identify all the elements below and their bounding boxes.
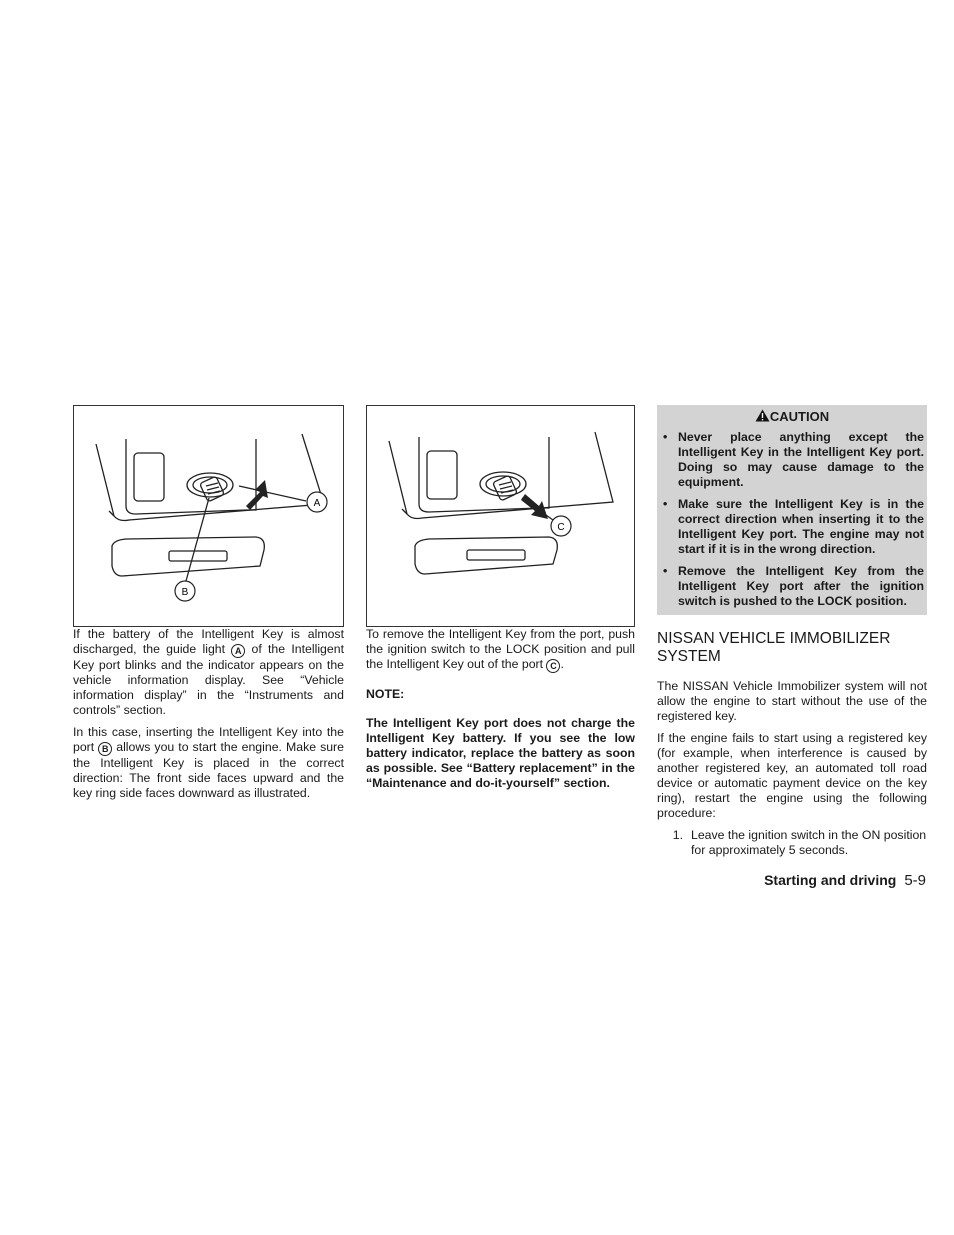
callout-marker-b: B — [98, 742, 112, 756]
column-middle — [366, 405, 635, 798]
figure-key-insert — [73, 405, 344, 627]
callout-c: C — [557, 522, 565, 533]
caution-item: • Never place anything except the Intelligent Key in the Intelligent Key port. Doing so may cause damage to the equipment. — [660, 430, 924, 490]
figure-key-remove — [366, 405, 635, 627]
paragraph-immobilizer: The NISSAN Vehicle Immobilizer system will not allow the engine to start without the use of the registered key. — [657, 679, 927, 723]
note-heading: NOTE: — [366, 687, 405, 701]
callout-marker-c: C — [546, 659, 560, 673]
callout-marker-a: A — [231, 644, 245, 658]
column-right — [657, 405, 927, 858]
page-footer — [764, 872, 926, 889]
step-text: Leave the ignition switch in the ON position for approximately 5 seconds. — [691, 828, 927, 857]
procedure-step — [657, 828, 927, 858]
warning-triangle-icon — [755, 409, 770, 422]
callout-a: A — [313, 498, 321, 509]
caution-item: • Make sure the Intelligent Key is in the correct direction when inserting it to the Intelligent Key port. The engine may not start if it is in the wrong direction. — [660, 497, 924, 557]
caution-item: • Remove the Intelligent Key from the Intelligent Key port after the ignition switch is pushed to the LOCK position. — [660, 564, 924, 609]
key-port-illustration — [74, 406, 345, 626]
caution-list — [660, 430, 924, 609]
caution-heading: CAUTION — [660, 409, 924, 424]
step-number: 1. — [672, 828, 683, 842]
callout-b: B — [181, 587, 189, 598]
key-removal-illustration — [367, 406, 636, 626]
section-title: NISSAN VEHICLE IMMOBILIZER SYSTEM — [657, 630, 891, 665]
paragraph-guide-light: If the battery of the Intelligent Key is almost discharged, the guide light A of the Intelligent Key port blinks and the indicator appears on the vehicle information display. See “Vehicle information display” in the “Instruments and controls” section. — [73, 627, 344, 717]
column-left — [73, 405, 344, 808]
paragraph-remove-key: To remove the Intelligent Key from the port, push the ignition switch to the LOCK position and pull the Intelligent Key out of the port C . — [366, 627, 635, 671]
paragraph-insert-key: In this case, inserting the Intelligent Key into the port B allows you to start the engine. Make sure the Intelligent Key is placed in the correct direction: The front side faces upward and the key ring side faces downward as illustrated. — [73, 725, 344, 800]
note-text: The Intelligent Key port does not charge the Intelligent Key battery. If you see the low battery indicator, replace the battery as soon as possible. See “Battery replacement” in the “Maintenance and do-it-yourself” section. — [366, 716, 635, 790]
page-number: 5-9 — [904, 872, 926, 889]
footer-section: Starting and driving — [764, 872, 897, 888]
caution-box — [657, 405, 927, 615]
paragraph-restart: If the engine fails to start using a registered key (for example, when interference is caused by another registered key, an automated toll road device or automatic payment device on the key ring), restart the engine using the following procedure: — [657, 731, 927, 820]
